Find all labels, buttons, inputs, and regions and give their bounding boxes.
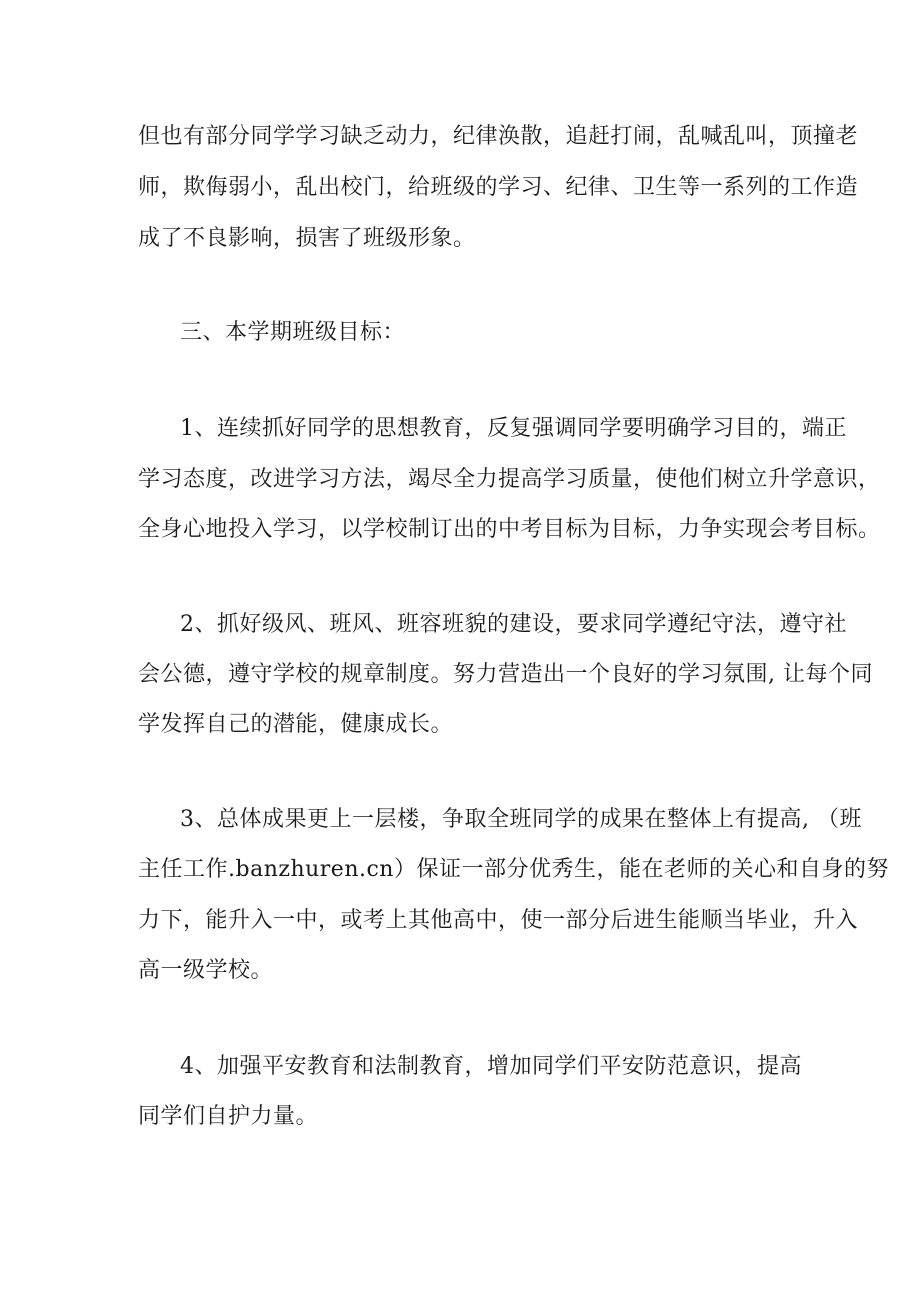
- goal-2-line: 2、抓好级风、班风、班容班貌的建设，要求同学遵纪守法，遵守社: [180, 612, 847, 637]
- goal-3-line: 高一级学校。: [138, 958, 274, 983]
- goal-4-line: 同学们自护力量。: [138, 1104, 319, 1129]
- goal-1-line: 全身心地投入学习，以学校制订出的中考目标为目标，力争实现会考目标。: [138, 517, 881, 542]
- goal-1-line: 1、连续抓好同学的思想教育，反复强调同学要明确学习目的，端正: [180, 416, 847, 441]
- goal-3-line: 3、总体成果更上一层楼，争取全班同学的成果在整体上有提高, （班: [180, 807, 862, 832]
- paragraph-line: 成了不良影响，损害了班级形象。: [138, 226, 476, 251]
- paragraph-line: 但也有部分同学学习缺乏动力，纪律涣散，追赶打闹，乱喊乱叫，顶撞老: [138, 124, 859, 149]
- goal-2-line: 学发挥自己的潜能，健康成长。: [138, 712, 454, 737]
- goal-2-line: 会公德，遵守学校的规章制度。努力营造出一个良好的学习氛围, 让每个同: [138, 662, 873, 687]
- goal-3-line: 主任工作.banzhuren.cn）保证一部分优秀生，能在老师的关心和自身的努: [138, 857, 889, 882]
- goal-3-line: 力下，能升入一中，或考上其他高中，使一部分后进生能顺当毕业，升入: [138, 908, 859, 933]
- paragraph-line: 师，欺侮弱小，乱出校门，给班级的学习、纪律、卫生等一系列的工作造: [138, 175, 859, 200]
- goal-4-line: 4、加强平安教育和法制教育，增加同学们平安防范意识，提高: [180, 1054, 802, 1079]
- goal-1-line: 学习态度，改进学习方法，竭尽全力提高学习质量，使他们树立升学意识，: [138, 467, 881, 492]
- section-heading: 三、本学期班级目标：: [180, 320, 406, 345]
